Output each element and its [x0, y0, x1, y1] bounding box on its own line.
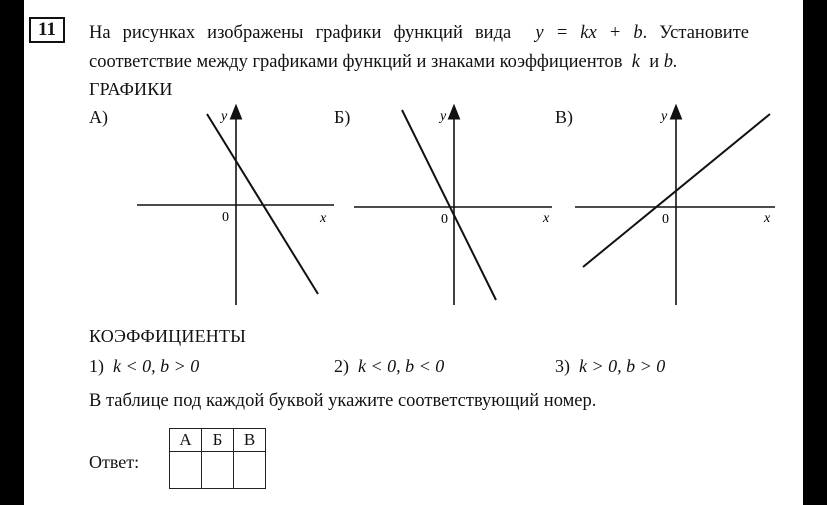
statement-part2: . Установите — [642, 23, 749, 43]
graph-v-y-label: y — [661, 109, 668, 124]
answer-cell-a[interactable] — [170, 452, 202, 489]
task-number: 11 — [29, 17, 65, 43]
graph-v-x-label: x — [764, 211, 771, 226]
graph-label-b: Б) — [334, 107, 351, 127]
coef-option-1-cond: k < 0, b > 0 — [113, 356, 200, 376]
graph-label-a: А) — [89, 107, 108, 127]
answer-table — [169, 428, 266, 489]
answer-header-b: Б — [202, 429, 234, 452]
graph-v-origin: 0 — [662, 212, 669, 227]
answer-header-v: В — [234, 429, 266, 452]
coef-option-2 — [334, 356, 444, 377]
graph-b — [354, 109, 552, 305]
graph-b-origin: 0 — [441, 212, 448, 227]
instruction: В таблице под каждой буквой укажите соответствующий номер. — [89, 391, 597, 411]
graph-a — [137, 109, 334, 305]
answer-cell-b[interactable] — [202, 452, 234, 489]
statement-line-2: соответствие между графиками функций и знаками коэффициентов — [89, 52, 623, 72]
graph-a-line — [207, 114, 318, 294]
and-word: и — [649, 52, 660, 72]
coef-option-3-num: 3) — [555, 356, 570, 376]
graph-b-x-label: x — [543, 211, 550, 226]
statement-part1: На рисунках изображены графики функций вида — [89, 23, 512, 43]
graph-v — [575, 109, 775, 305]
answer-cell-v[interactable] — [234, 452, 266, 489]
graph-a-y-label: y — [221, 109, 228, 124]
coef-option-3 — [555, 356, 665, 377]
var-b: b. — [663, 52, 678, 72]
graph-label-v: В) — [555, 107, 573, 127]
graph-a-origin: 0 — [222, 210, 229, 225]
coef-option-2-num: 2) — [334, 356, 349, 376]
var-k: k — [631, 52, 640, 72]
graph-a-x-label: x — [320, 211, 327, 226]
coef-option-1 — [89, 356, 199, 377]
coefficients-title: КОЭФФИЦИЕНТЫ — [89, 326, 247, 346]
answer-label: Ответ: — [89, 452, 140, 472]
coef-option-3-cond: k > 0, b > 0 — [579, 356, 666, 376]
coef-option-2-cond: k < 0, b < 0 — [358, 356, 445, 376]
coef-option-1-num: 1) — [89, 356, 104, 376]
graph-b-line — [402, 110, 496, 300]
answer-header-a: А — [170, 429, 202, 452]
graphs-title: ГРАФИКИ — [89, 79, 173, 99]
graph-b-y-label: y — [440, 109, 447, 124]
formula: y = kx + b — [535, 23, 643, 43]
